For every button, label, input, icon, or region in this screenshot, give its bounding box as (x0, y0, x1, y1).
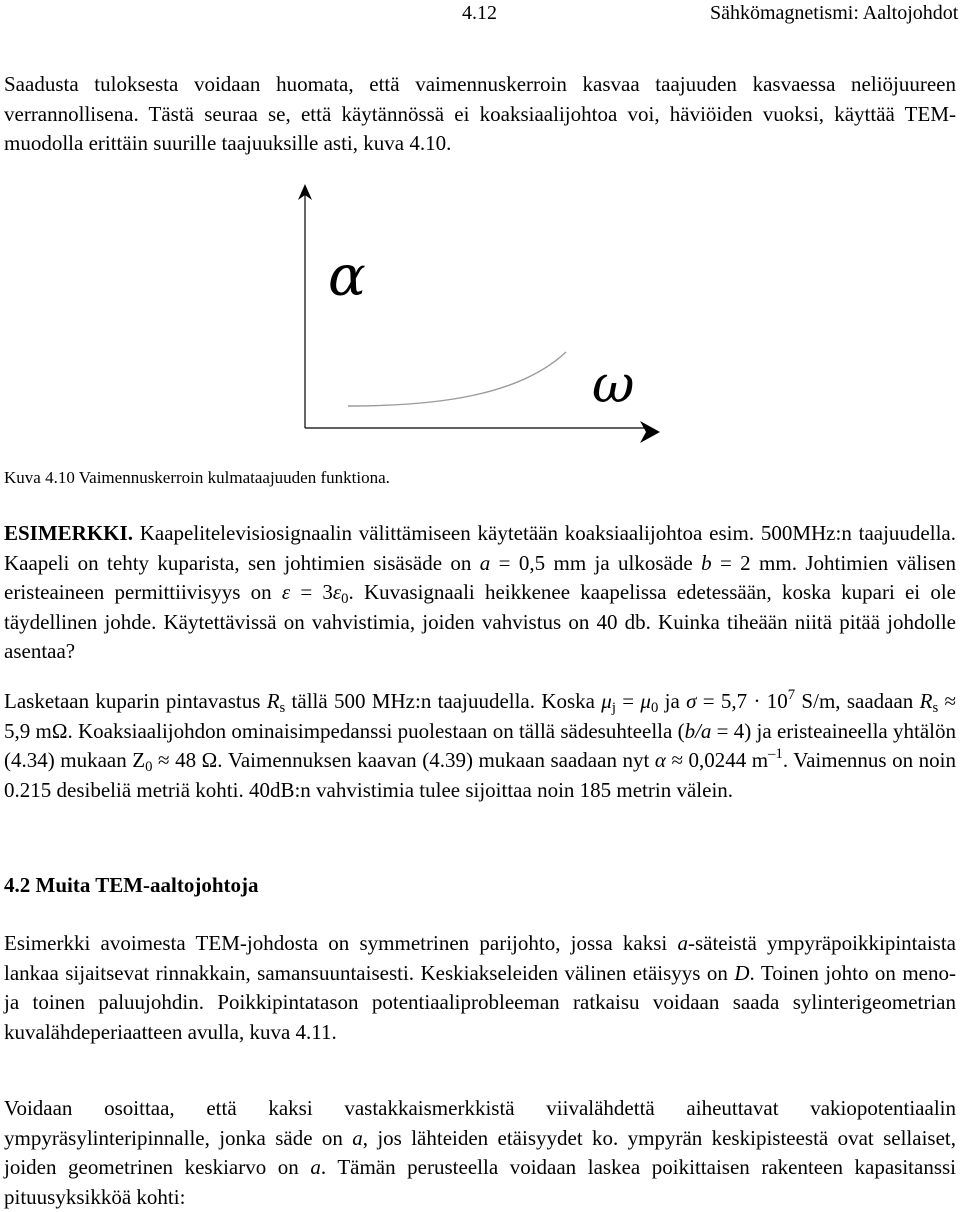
omega-label: ω (592, 355, 635, 415)
intro-paragraph: Saadusta tuloksesta voidaan huomata, että vaimennuskerroin kasvaa taajuuden kasvaessa neliöjuureen verrannollisena. Tästä seuraa se, että käytännössä ei koaksiaalijohtoa voi, häviöiden vuoksi, käyttää TEM-muodolla erittäin suurille taajuuksille asti, kuva 4.10. (4, 72, 956, 155)
paragraph-line-sources: Voidaan osoittaa, että kaksi vastakkaismerkkistä viivalähdettä aiheuttavat vakiopotentiaalin ympyräsylinteripinnalle, jonka säde on a, jos lähteiden etäisyydet ko. ympyrän keskipisteestä ovat sellaiset, joiden geometrinen keskiarvo on a. Tämän perusteella voidaan laskea poikittaisen rakenteen kapasitanssi pituusyksikköä kohti: (4, 1096, 957, 1209)
section-heading: 4.2 Muita TEM-aaltojohtoja (4, 873, 259, 897)
x-axis-arrowhead (640, 421, 660, 443)
header-chapter-title: Sähkömagnetismi: Aaltojohdot (710, 2, 959, 24)
header-section-number: 4.12 (462, 2, 497, 24)
figure-4-10 (0, 170, 960, 460)
example-label: ESIMERKKI. (4, 521, 133, 545)
solution-paragraph: Lasketaan kuparin pintavastus $R_s$ tällä 500 MHz:n taajuudella. Koska $\mu_j = \mu_0$ ja $\sigma = 5,7 \cdot 10^7$ S/m, saadaan $R_s \approx 5,9$ mΩ. Koaksiaalijohdon ominaisimpedanssi puolestaan on tällä sädesuhteella (b/a = 4) ja eristeaineella yhtälön (4.34) mukaan $Z_0 \approx 48$ Ω. Vaimennuksen kaavan (4.39) mukaan saadaan nyt α ≈ 0,0244 $m^{-1}$. Vaimennus on noin 0.215 desibeliä metriä kohti. 40dB:n vahvistimia tulee sijoittaa noin 185 metrin välein. (4, 687, 957, 802)
figure-caption: Kuva 4.10 Vaimennuskerroin kulmataajuuden funktiona. (4, 468, 390, 487)
attenuation-curve (348, 352, 566, 406)
paragraph-tem-pair-line: Esimerkki avoimesta TEM-johdosta on symmetrinen parijohto, jossa kaksi a-säteistä ympyräpoikkipintaista lankaa sijaitsevat rinnakkain, samansuuntaisesti. Keskiakseleiden välinen etäisyys on D. Toinen johto on meno- ja toinen paluujohdin. Poikkipintatason potentiaaliprobleeman ratkaisu voidaan saada sylinterigeometrian kuvalähdeperiaatteen avulla, kuva 4.11. (4, 931, 956, 1044)
attenuation-plot (0, 170, 960, 460)
example-paragraph: ESIMERKKI. Kaapelitelevisiosignaalin välittämiseen käytetään koaksiaalijohtoa esim. 500MHz:n taajuudella. Kaapeli on tehty kuparista, sen johtimien sisäsäde on a = 0,5 mm ja ulkosäde b = 2 mm. Johtimien välisen eristeaineen permittiivisyys on $\varepsilon = 3\varepsilon_0$. Kuvasignaali heikkenee kaapelissa edetessään, koska kupari ei ole täydellinen johde. Käytettävissä on vahvistimia, joiden vahvistus on 40 db. Kuinka tiheään niitä pitää johdolle asentaa? (4, 521, 957, 663)
alpha-label: α (328, 244, 366, 309)
